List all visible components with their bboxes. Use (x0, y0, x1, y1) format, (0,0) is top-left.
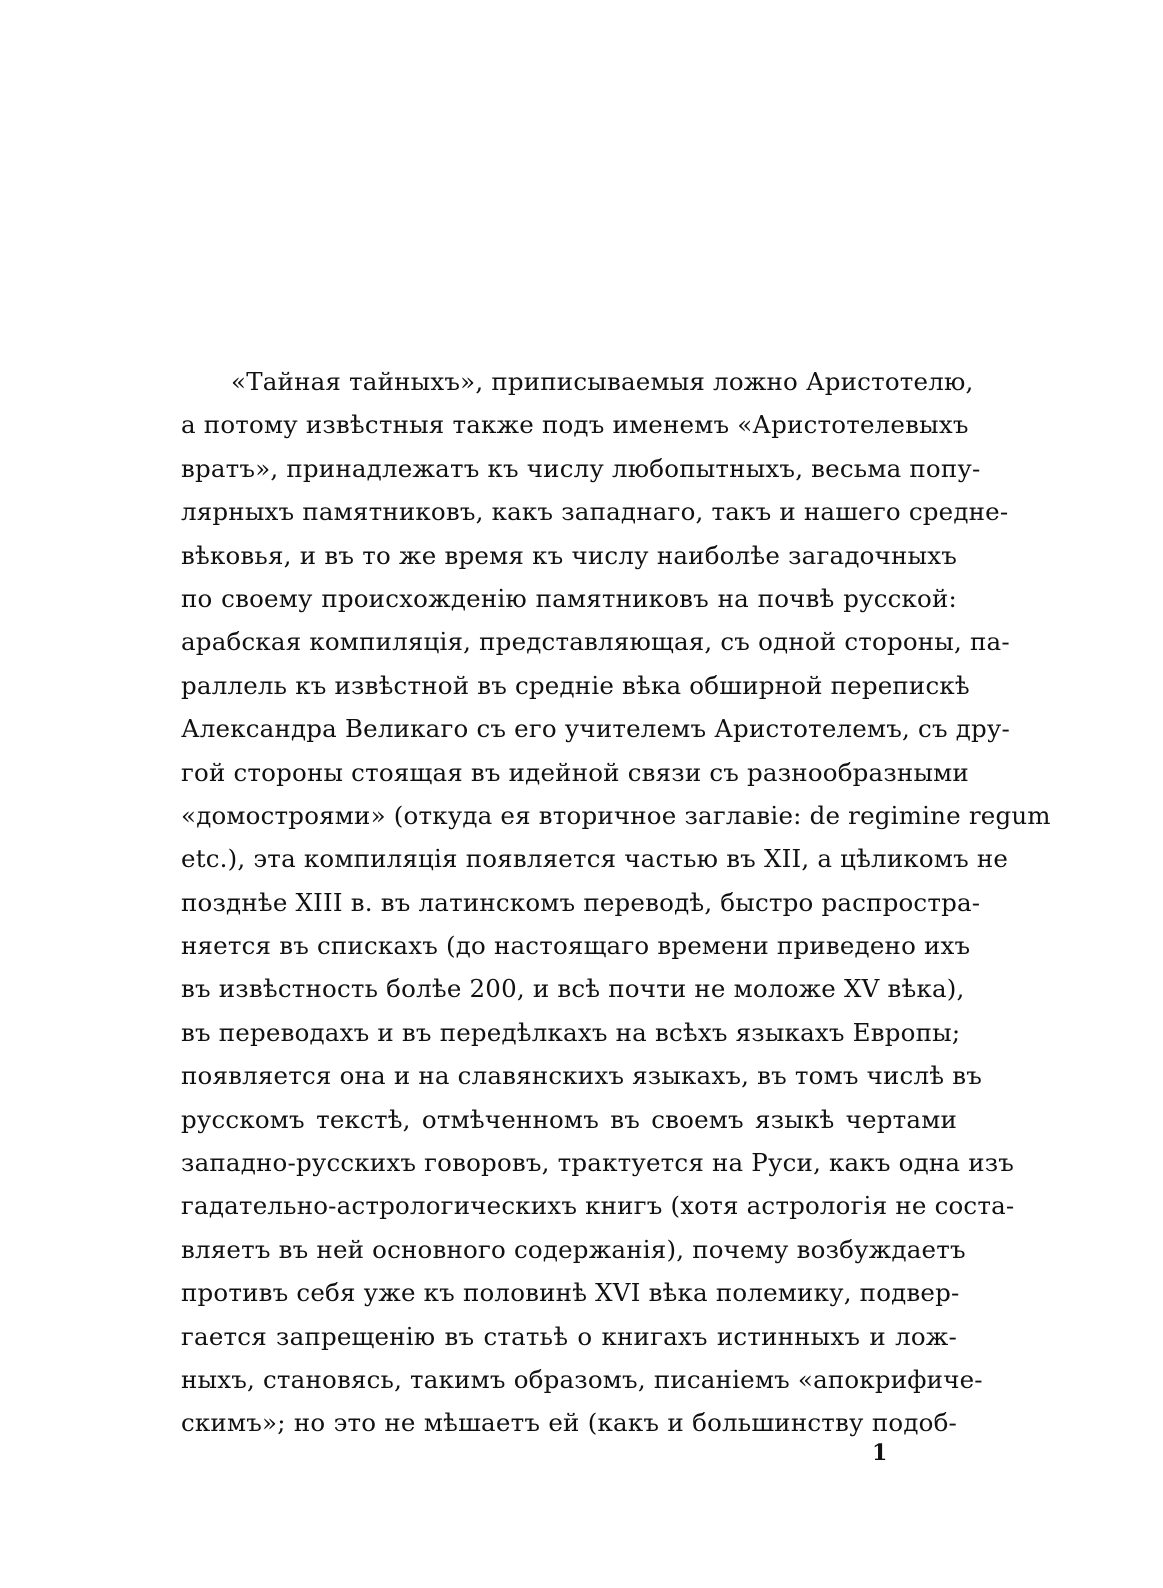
text-line: западно-русскихъ говоровъ, трактуется на Руси, какъ одна изъ (181, 1148, 1015, 1178)
text-line: «домостроями» (откуда ея вторичное заглавіе: de regimine regum (181, 800, 1051, 830)
text-line: въ переводахъ и въ передѣлкахъ на всѣхъ языкахъ Европы; (181, 1017, 961, 1047)
text-line: позднѣе XIII в. въ латинскомъ переводѣ, быстро распростра- (181, 887, 981, 917)
text-line: ныхъ, становясь, такимъ образомъ, писаніемъ «апокрифиче- (181, 1364, 983, 1394)
text-line: по своему происхожденію памятниковъ на почвѣ русской: (181, 583, 957, 613)
body-text (181, 360, 1051, 1445)
text-line: скимъ»; но это не мѣшаетъ ей (какъ и большинству подоб- (181, 1408, 957, 1438)
text-line: няется въ спискахъ (до настоящаго времени приведено ихъ (181, 931, 971, 961)
text-line: «Тайная тайныхъ», приписываемыя ложно Аристотелю, (231, 367, 974, 396)
text-line: вляетъ въ ней основного содержанія), почему возбуждаетъ (181, 1234, 966, 1264)
page-number: 1 (872, 1440, 888, 1466)
text-line: противъ себя уже къ половинѣ XVI вѣка полемику, подвер- (181, 1278, 960, 1308)
text-line: русскомъ текстѣ, отмѣченномъ въ своемъ языкѣ чертами (181, 1104, 957, 1134)
text-line: вратъ», принадлежатъ къ числу любопытныхъ, весьма попу- (181, 453, 981, 483)
text-line: Александра Великаго съ его учителемъ Аристотелемъ, съ дру- (181, 714, 1010, 744)
text-line: а потому извѣстныя также подъ именемъ «Аристотелевыхъ (181, 410, 969, 440)
text-line: гой стороны стоящая въ идейной связи съ разнообразными (181, 757, 969, 787)
text-line: гается запрещенію въ статьѣ о книгахъ истинныхъ и лож- (181, 1321, 957, 1351)
text-line: въ извѣстность болѣе 200, и всѣ почти не моложе XV вѣка), (181, 974, 965, 1004)
text-line: лярныхъ памятниковъ, какъ западнаго, такъ и нашего средне- (181, 497, 1009, 527)
text-line: гадательно-астрологическихъ книгъ (хотя астрологія не соста- (181, 1191, 1015, 1221)
text-line: etc.), эта компиляція появляется частью въ XII, а цѣликомъ не (181, 844, 1009, 874)
text-line: раллель къ извѣстной въ средніе вѣка обширной перепискѣ (181, 670, 970, 700)
text-line: появляется она и на славянскихъ языкахъ, въ томъ числѣ въ (181, 1061, 982, 1091)
text-line: арабская компиляція, представляющая, съ одной стороны, па- (181, 627, 1010, 657)
text-line: вѣковья, и въ то же время къ числу наиболѣе загадочныхъ (181, 540, 957, 570)
